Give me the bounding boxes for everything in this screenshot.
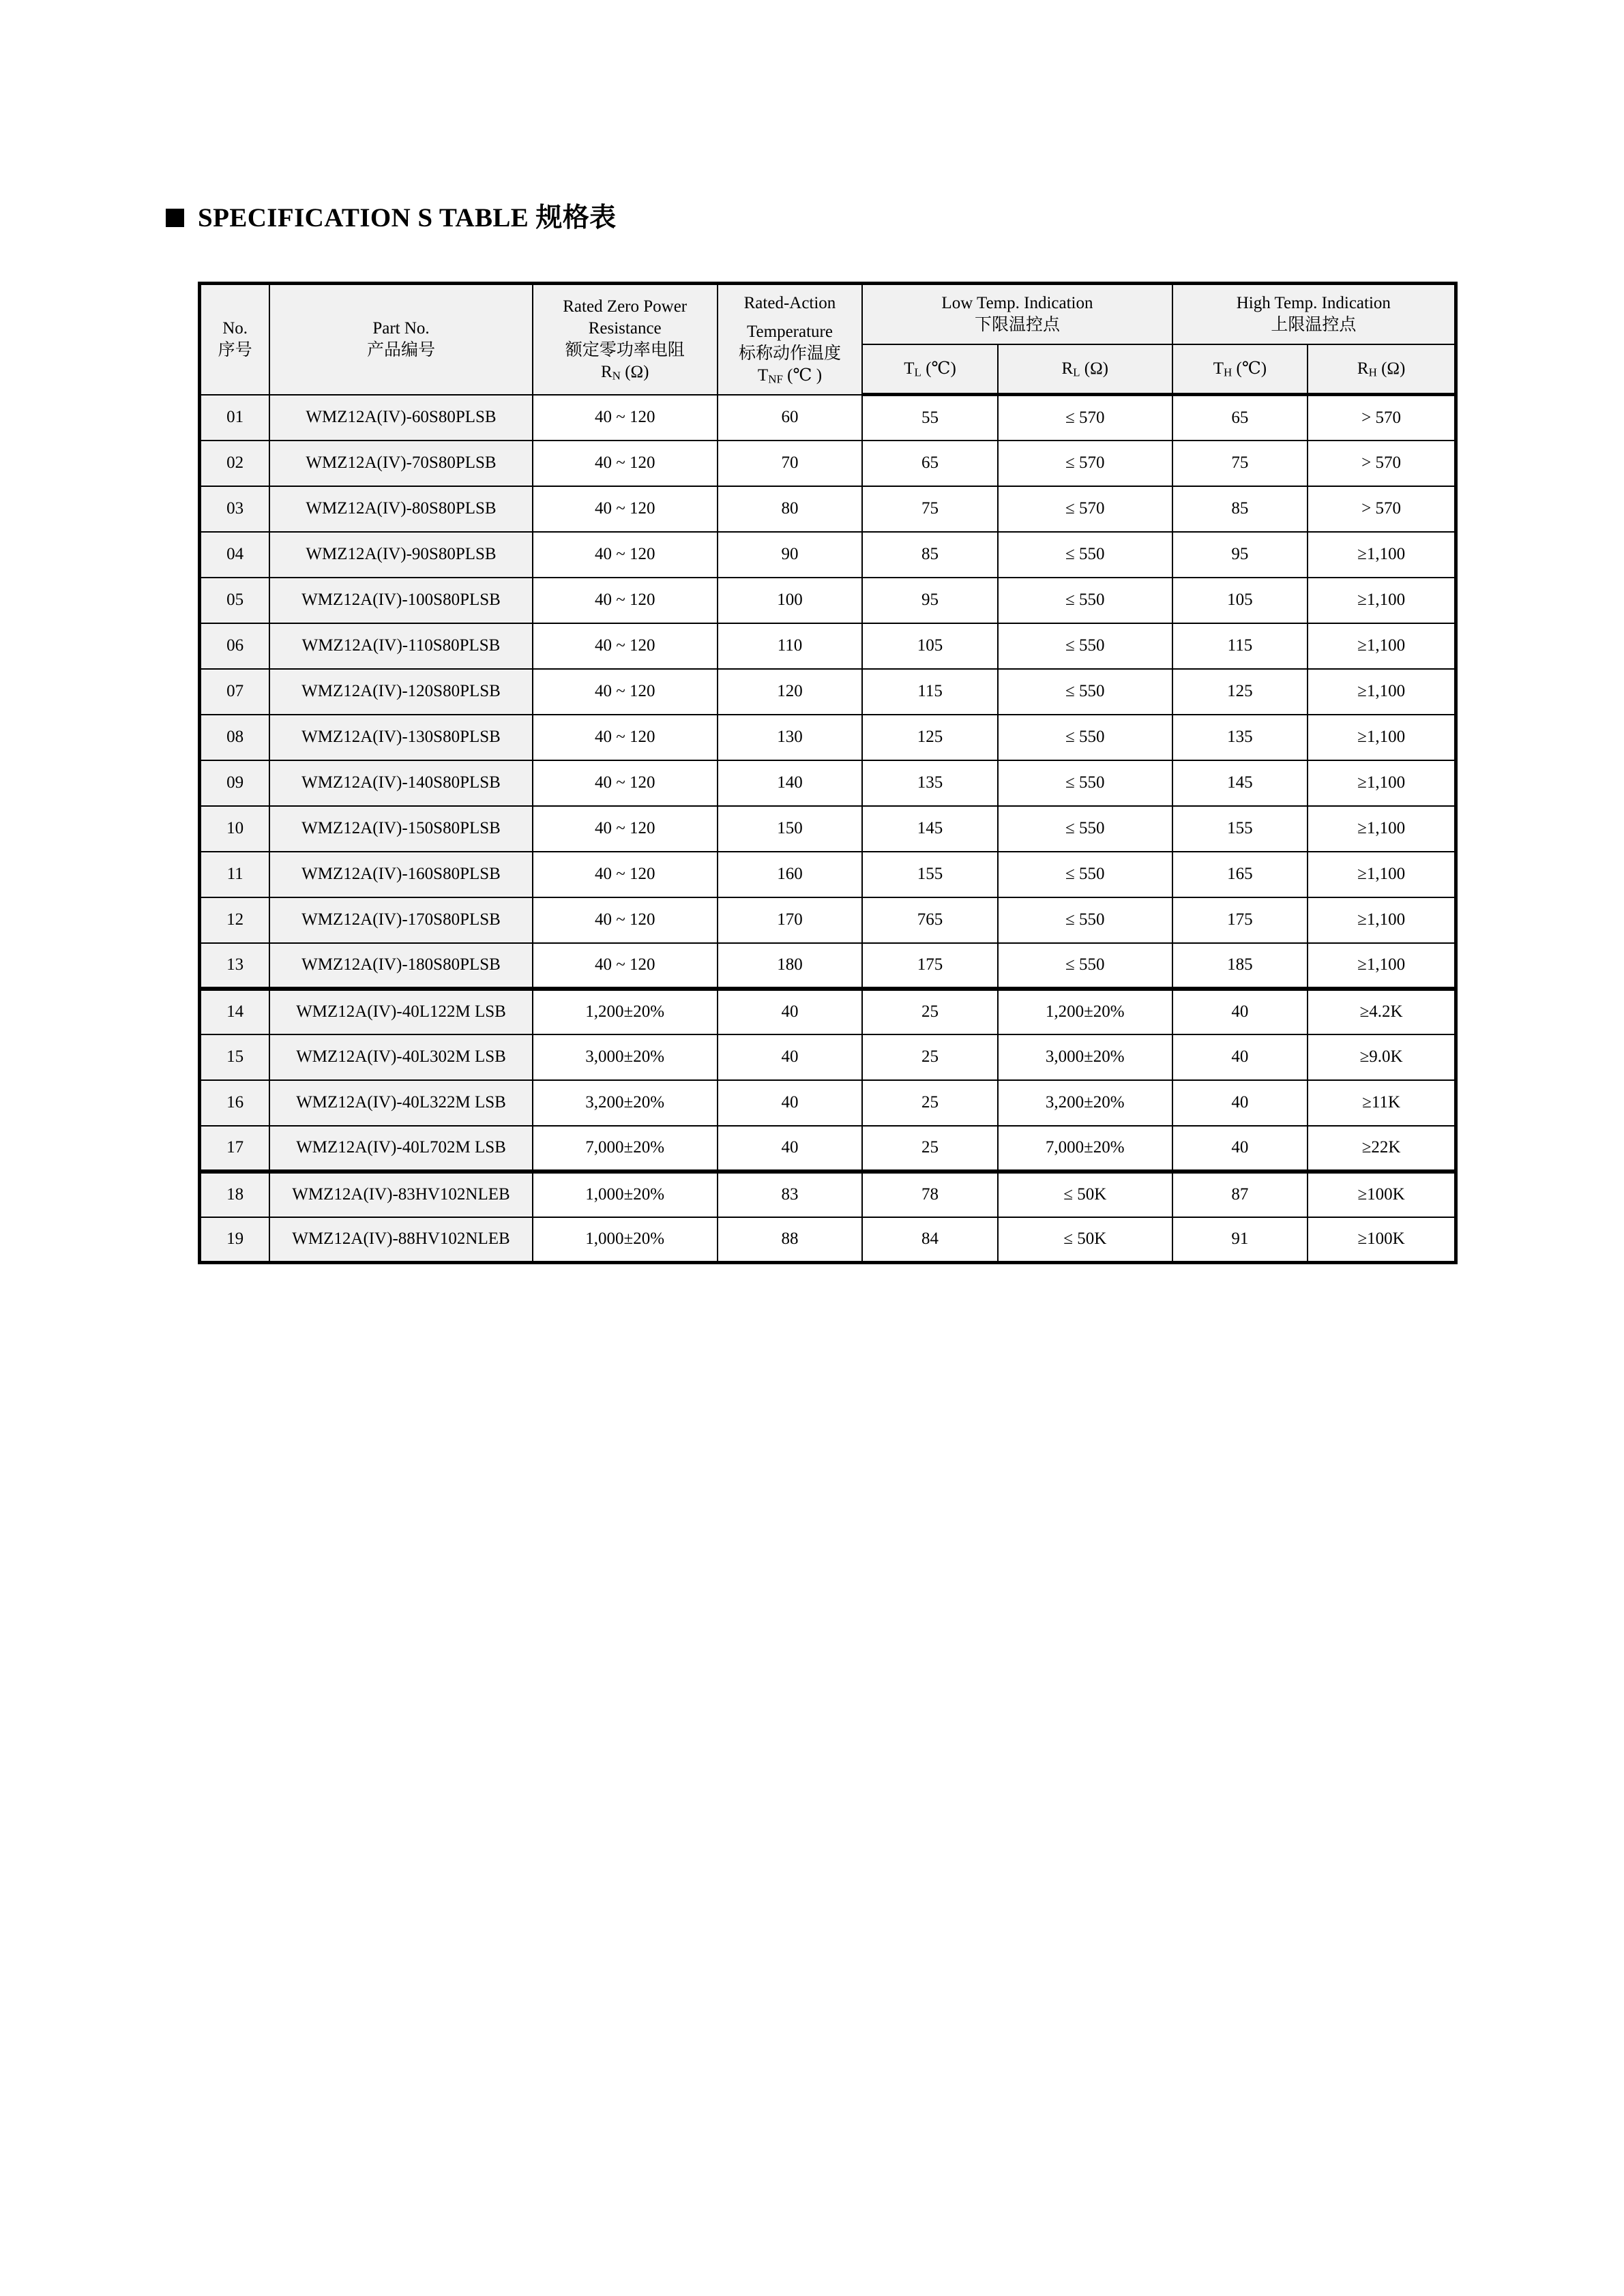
cell-rated-action-temperature: 40 (718, 989, 863, 1034)
cell-high-temp-rh: ≥9.0K (1308, 1034, 1456, 1080)
column-header-tl (862, 344, 998, 395)
rat-cn: 标称动作温度 (738, 344, 841, 363)
column-header-rl (998, 344, 1172, 395)
cell-low-temp-rl: 1,200±20% (998, 989, 1172, 1034)
cell-rated-zero-power-resistance: 1,000±20% (533, 1217, 718, 1263)
table-header (200, 284, 1456, 395)
cell-no: 11 (200, 852, 270, 897)
cell-rated-zero-power-resistance: 40 ~ 120 (533, 486, 718, 532)
cell-rated-action-temperature: 160 (718, 852, 863, 897)
cell-high-temp-th: 40 (1172, 1034, 1308, 1080)
cell-rated-action-temperature: 60 (718, 395, 863, 441)
square-bullet-icon (166, 209, 184, 227)
cell-high-temp-th: 40 (1172, 1126, 1308, 1172)
cell-no: 15 (200, 1034, 270, 1080)
cell-low-temp-rl: ≤ 550 (998, 623, 1172, 669)
column-header-no (200, 284, 270, 395)
cell-part-no: WMZ12A(IV)-140S80PLSB (269, 760, 532, 806)
column-group-header-low-temp-indication (862, 284, 1172, 345)
rl-base: R (1061, 359, 1074, 378)
cell-low-temp-tl: 75 (862, 486, 998, 532)
rzpr-symbol-unit: (Ω) (625, 362, 649, 381)
cell-high-temp-rh: ≥1,100 (1308, 532, 1456, 578)
table-row (200, 669, 1456, 715)
cell-rated-zero-power-resistance: 40 ~ 120 (533, 669, 718, 715)
cell-rated-zero-power-resistance: 1,000±20% (533, 1172, 718, 1217)
table-row (200, 715, 1456, 760)
cell-no: 19 (200, 1217, 270, 1263)
cell-high-temp-th: 75 (1172, 441, 1308, 486)
cell-low-temp-rl: ≤ 570 (998, 486, 1172, 532)
cell-no: 06 (200, 623, 270, 669)
table-row (200, 897, 1456, 943)
th-symbol (1173, 358, 1308, 380)
column-header-no-en: No. (222, 318, 248, 338)
cell-no: 14 (200, 989, 270, 1034)
cell-rated-action-temperature: 180 (718, 943, 863, 989)
cell-part-no: WMZ12A(IV)-88HV102NLEB (269, 1217, 532, 1263)
cell-rated-action-temperature: 80 (718, 486, 863, 532)
cell-part-no: WMZ12A(IV)-90S80PLSB (269, 532, 532, 578)
cell-low-temp-rl: ≤ 550 (998, 578, 1172, 623)
cell-high-temp-rh: ≥11K (1308, 1080, 1456, 1126)
specification-table (198, 282, 1458, 1264)
cell-rated-action-temperature: 40 (718, 1126, 863, 1172)
cell-low-temp-rl: ≤ 550 (998, 806, 1172, 852)
cell-part-no: WMZ12A(IV)-160S80PLSB (269, 852, 532, 897)
cell-high-temp-th: 85 (1172, 486, 1308, 532)
cell-low-temp-tl: 25 (862, 1034, 998, 1080)
cell-high-temp-rh: ≥4.2K (1308, 989, 1456, 1034)
table-row (200, 1217, 1456, 1263)
cell-high-temp-th: 165 (1172, 852, 1308, 897)
cell-rated-action-temperature: 150 (718, 806, 863, 852)
cell-rated-zero-power-resistance: 40 ~ 120 (533, 623, 718, 669)
rl-sub: L (1073, 366, 1080, 379)
table-body (200, 395, 1456, 1263)
column-header-rh (1308, 344, 1456, 395)
cell-low-temp-rl: ≤ 50K (998, 1172, 1172, 1217)
cell-high-temp-rh: > 570 (1308, 441, 1456, 486)
high-temp-cn: 上限温控点 (1271, 316, 1357, 334)
cell-low-temp-rl: 7,000±20% (998, 1126, 1172, 1172)
cell-high-temp-th: 175 (1172, 897, 1308, 943)
cell-low-temp-tl: 115 (862, 669, 998, 715)
cell-rated-action-temperature: 40 (718, 1080, 863, 1126)
tl-symbol (863, 358, 997, 380)
cell-high-temp-th: 155 (1172, 806, 1308, 852)
cell-high-temp-rh: ≥1,100 (1308, 852, 1456, 897)
th-unit: (℃) (1236, 359, 1267, 378)
rzpr-cn: 额定零功率电阻 (565, 340, 685, 359)
rh-base: R (1357, 359, 1369, 378)
cell-rated-zero-power-resistance: 40 ~ 120 (533, 760, 718, 806)
column-header-part-no-en: Part No. (372, 318, 430, 338)
cell-part-no: WMZ12A(IV)-60S80PLSB (269, 395, 532, 441)
cell-high-temp-rh: ≥100K (1308, 1217, 1456, 1263)
table-header-row-main (200, 284, 1456, 345)
cell-high-temp-th: 91 (1172, 1217, 1308, 1263)
cell-part-no: WMZ12A(IV)-70S80PLSB (269, 441, 532, 486)
rzpr-symbol (533, 361, 717, 383)
cell-low-temp-rl: ≤ 570 (998, 395, 1172, 441)
cell-no: 03 (200, 486, 270, 532)
cell-low-temp-tl: 55 (862, 395, 998, 441)
tl-base: T (904, 359, 915, 378)
cell-rated-zero-power-resistance: 40 ~ 120 (533, 532, 718, 578)
cell-part-no: WMZ12A(IV)-180S80PLSB (269, 943, 532, 989)
rh-unit: (Ω) (1381, 359, 1406, 378)
cell-low-temp-rl: ≤ 550 (998, 669, 1172, 715)
cell-low-temp-rl: ≤ 550 (998, 715, 1172, 760)
cell-high-temp-rh: ≥1,100 (1308, 943, 1456, 989)
table-row (200, 1172, 1456, 1217)
cell-low-temp-rl: ≤ 550 (998, 897, 1172, 943)
cell-rated-zero-power-resistance: 1,200±20% (533, 989, 718, 1034)
cell-rated-zero-power-resistance: 40 ~ 120 (533, 806, 718, 852)
low-temp-en: Low Temp. Indication (941, 294, 1093, 312)
cell-rated-zero-power-resistance: 40 ~ 120 (533, 395, 718, 441)
cell-rated-zero-power-resistance: 40 ~ 120 (533, 852, 718, 897)
cell-high-temp-rh: ≥1,100 (1308, 897, 1456, 943)
table-row (200, 532, 1456, 578)
cell-low-temp-tl: 175 (862, 943, 998, 989)
rzpr-symbol-base: R (600, 362, 612, 381)
cell-part-no: WMZ12A(IV)-100S80PLSB (269, 578, 532, 623)
cell-no: 09 (200, 760, 270, 806)
cell-part-no: WMZ12A(IV)-130S80PLSB (269, 715, 532, 760)
page-title-text: SPECIFICATION S TABLE 规格表 (198, 203, 617, 233)
cell-low-temp-rl: 3,200±20% (998, 1080, 1172, 1126)
table-row (200, 989, 1456, 1034)
column-header-part-no-cn: 产品编号 (366, 340, 435, 359)
cell-rated-action-temperature: 90 (718, 532, 863, 578)
cell-rated-action-temperature: 83 (718, 1172, 863, 1217)
cell-high-temp-th: 87 (1172, 1172, 1308, 1217)
table-row (200, 395, 1456, 441)
cell-rated-action-temperature: 120 (718, 669, 863, 715)
cell-high-temp-rh: ≥1,100 (1308, 760, 1456, 806)
cell-high-temp-th: 40 (1172, 989, 1308, 1034)
cell-rated-zero-power-resistance: 3,200±20% (533, 1080, 718, 1126)
table-row (200, 1034, 1456, 1080)
table-row (200, 578, 1456, 623)
tl-sub: L (914, 366, 921, 379)
cell-rated-action-temperature: 88 (718, 1217, 863, 1263)
cell-rated-action-temperature: 170 (718, 897, 863, 943)
cell-part-no: WMZ12A(IV)-110S80PLSB (269, 623, 532, 669)
rat-symbol-unit: (℃ ) (787, 366, 823, 385)
cell-high-temp-th: 125 (1172, 669, 1308, 715)
cell-rated-action-temperature: 110 (718, 623, 863, 669)
cell-no: 04 (200, 532, 270, 578)
cell-rated-zero-power-resistance: 40 ~ 120 (533, 578, 718, 623)
cell-rated-zero-power-resistance: 3,000±20% (533, 1034, 718, 1080)
column-header-part-no (269, 284, 532, 395)
cell-high-temp-rh: ≥1,100 (1308, 715, 1456, 760)
cell-high-temp-th: 135 (1172, 715, 1308, 760)
page-title (166, 205, 617, 231)
table-row (200, 852, 1456, 897)
cell-part-no: WMZ12A(IV)-40L702M LSB (269, 1126, 532, 1172)
cell-rated-zero-power-resistance: 40 ~ 120 (533, 943, 718, 989)
cell-low-temp-tl: 125 (862, 715, 998, 760)
rat-symbol-base: T (757, 366, 769, 385)
cell-high-temp-th: 95 (1172, 532, 1308, 578)
cell-low-temp-rl: ≤ 50K (998, 1217, 1172, 1263)
cell-high-temp-rh: > 570 (1308, 395, 1456, 441)
table-row (200, 943, 1456, 989)
table-row (200, 486, 1456, 532)
cell-low-temp-rl: ≤ 550 (998, 943, 1172, 989)
specification-table-container (198, 282, 1458, 1264)
cell-high-temp-rh: ≥1,100 (1308, 578, 1456, 623)
cell-no: 12 (200, 897, 270, 943)
cell-rated-zero-power-resistance: 40 ~ 120 (533, 715, 718, 760)
cell-rated-action-temperature: 130 (718, 715, 863, 760)
cell-low-temp-rl: ≤ 550 (998, 532, 1172, 578)
cell-high-temp-rh: ≥1,100 (1308, 669, 1456, 715)
cell-no: 02 (200, 441, 270, 486)
cell-high-temp-th: 40 (1172, 1080, 1308, 1126)
cell-part-no: WMZ12A(IV)-80S80PLSB (269, 486, 532, 532)
cell-high-temp-th: 185 (1172, 943, 1308, 989)
table-row (200, 760, 1456, 806)
cell-low-temp-tl: 145 (862, 806, 998, 852)
rat-symbol (718, 365, 862, 387)
rzpr-en-line2: Resistance (588, 318, 662, 338)
table-row (200, 1080, 1456, 1126)
cell-no: 18 (200, 1172, 270, 1217)
cell-no: 08 (200, 715, 270, 760)
cell-part-no: WMZ12A(IV)-40L302M LSB (269, 1034, 532, 1080)
tl-unit: (℃) (926, 359, 956, 378)
table-row (200, 441, 1456, 486)
cell-no: 07 (200, 669, 270, 715)
cell-high-temp-rh: > 570 (1308, 486, 1456, 532)
cell-low-temp-tl: 25 (862, 989, 998, 1034)
cell-high-temp-th: 115 (1172, 623, 1308, 669)
table-row (200, 1126, 1456, 1172)
rl-unit: (Ω) (1084, 359, 1109, 378)
column-group-header-high-temp-indication (1172, 284, 1456, 345)
cell-high-temp-rh: ≥22K (1308, 1126, 1456, 1172)
rat-symbol-sub: NF (768, 372, 783, 386)
cell-low-temp-rl: ≤ 570 (998, 441, 1172, 486)
cell-high-temp-rh: ≥100K (1308, 1172, 1456, 1217)
rl-symbol (999, 358, 1172, 380)
rzpr-symbol-sub: N (612, 369, 621, 383)
cell-low-temp-tl: 25 (862, 1126, 998, 1172)
cell-rated-zero-power-resistance: 40 ~ 120 (533, 897, 718, 943)
cell-low-temp-tl: 84 (862, 1217, 998, 1263)
cell-no: 17 (200, 1126, 270, 1172)
column-header-no-cn: 序号 (218, 340, 252, 359)
cell-rated-action-temperature: 40 (718, 1034, 863, 1080)
cell-low-temp-tl: 78 (862, 1172, 998, 1217)
cell-low-temp-tl: 155 (862, 852, 998, 897)
table-row (200, 806, 1456, 852)
cell-low-temp-tl: 765 (862, 897, 998, 943)
cell-part-no: WMZ12A(IV)-83HV102NLEB (269, 1172, 532, 1217)
cell-no: 01 (200, 395, 270, 441)
cell-low-temp-rl: ≤ 550 (998, 760, 1172, 806)
cell-part-no: WMZ12A(IV)-40L322M LSB (269, 1080, 532, 1126)
cell-rated-zero-power-resistance: 7,000±20% (533, 1126, 718, 1172)
rzpr-en-line1: Rated Zero Power (563, 297, 688, 316)
th-sub: H (1223, 366, 1232, 379)
low-temp-cn: 下限温控点 (974, 316, 1060, 334)
cell-rated-zero-power-resistance: 40 ~ 120 (533, 441, 718, 486)
cell-no: 05 (200, 578, 270, 623)
cell-low-temp-tl: 95 (862, 578, 998, 623)
column-header-rated-zero-power-resistance (533, 284, 718, 395)
column-header-th (1172, 344, 1308, 395)
cell-rated-action-temperature: 140 (718, 760, 863, 806)
cell-part-no: WMZ12A(IV)-120S80PLSB (269, 669, 532, 715)
rh-symbol (1308, 358, 1454, 380)
rat-en-line2: Temperature (747, 322, 833, 341)
cell-low-temp-rl: ≤ 550 (998, 852, 1172, 897)
cell-high-temp-th: 65 (1172, 395, 1308, 441)
cell-part-no: WMZ12A(IV)-170S80PLSB (269, 897, 532, 943)
high-temp-en: High Temp. Indication (1236, 294, 1391, 312)
cell-low-temp-rl: 3,000±20% (998, 1034, 1172, 1080)
cell-no: 10 (200, 806, 270, 852)
cell-high-temp-rh: ≥1,100 (1308, 806, 1456, 852)
cell-no: 16 (200, 1080, 270, 1126)
cell-high-temp-rh: ≥1,100 (1308, 623, 1456, 669)
cell-rated-action-temperature: 70 (718, 441, 863, 486)
rat-spacer (718, 314, 862, 321)
rh-sub: H (1368, 366, 1377, 379)
th-base: T (1213, 359, 1224, 378)
table-row (200, 623, 1456, 669)
cell-part-no: WMZ12A(IV)-40L122M LSB (269, 989, 532, 1034)
cell-high-temp-th: 105 (1172, 578, 1308, 623)
cell-no: 13 (200, 943, 270, 989)
column-header-rated-action-temperature (718, 284, 863, 395)
rat-en-line1: Rated-Action (743, 293, 836, 312)
cell-low-temp-tl: 105 (862, 623, 998, 669)
cell-rated-action-temperature: 100 (718, 578, 863, 623)
cell-low-temp-tl: 85 (862, 532, 998, 578)
cell-high-temp-th: 145 (1172, 760, 1308, 806)
cell-low-temp-tl: 25 (862, 1080, 998, 1126)
cell-low-temp-tl: 135 (862, 760, 998, 806)
cell-part-no: WMZ12A(IV)-150S80PLSB (269, 806, 532, 852)
cell-low-temp-tl: 65 (862, 441, 998, 486)
